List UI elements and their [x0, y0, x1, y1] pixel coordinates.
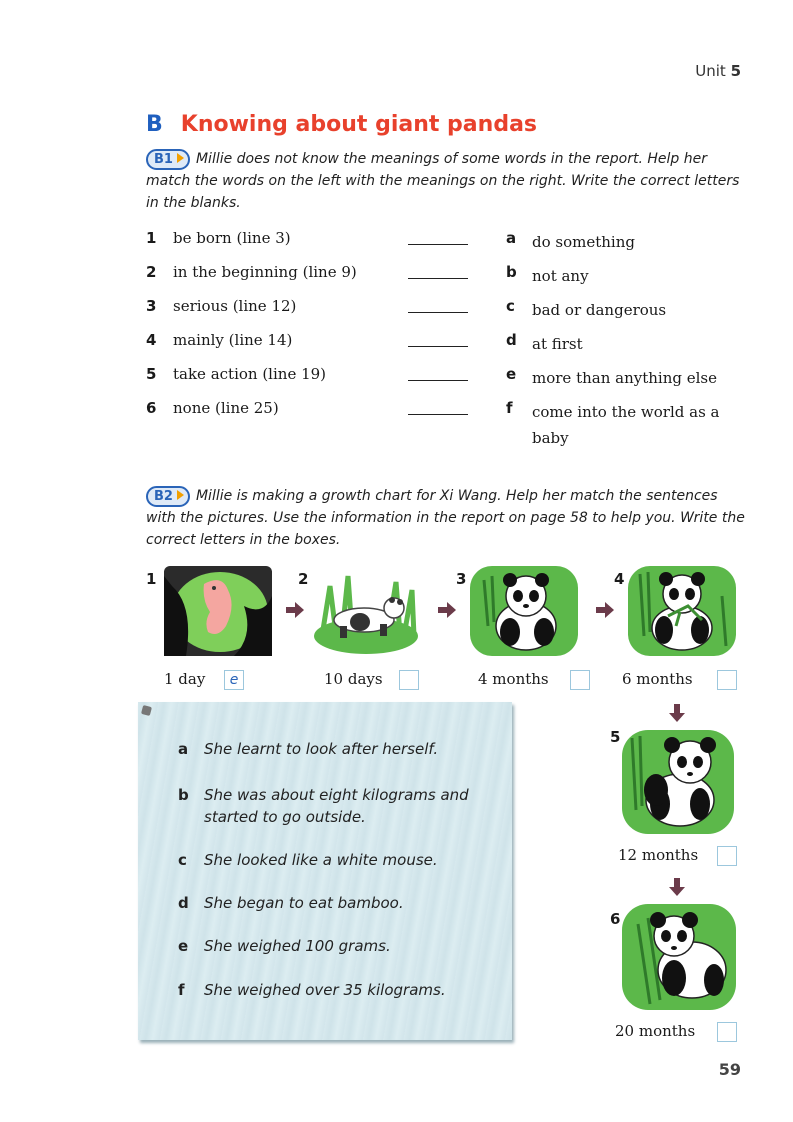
play-triangle-icon: [177, 153, 184, 163]
age-label: 12 months: [618, 846, 699, 864]
word-text: serious (line 12): [173, 297, 297, 315]
age-label: 1 day: [164, 670, 206, 688]
right-arrow-icon: [286, 602, 304, 618]
meaning-letter: a: [506, 229, 517, 247]
sentence-letter: e: [178, 937, 189, 955]
meaning-text: more than anything else: [532, 369, 717, 387]
sentence-text: She weighed 100 grams.: [204, 937, 391, 955]
word-text: be born (line 3): [173, 229, 291, 247]
answer-box[interactable]: [717, 846, 737, 866]
age-label: 4 months: [478, 670, 549, 688]
b1-badge-text: B1: [154, 152, 173, 167]
match-row: [146, 297, 746, 323]
match-row: [146, 399, 746, 447]
meaning-letter: b: [506, 263, 517, 281]
page-number: 59: [718, 1060, 741, 1079]
young-panda-icon: [470, 566, 578, 656]
sentence-letter: c: [178, 851, 187, 869]
sentence-text: She looked like a white mouse.: [204, 851, 438, 869]
word-text: none (line 25): [173, 399, 279, 417]
sentence-text: She began to eat bamboo.: [204, 894, 404, 912]
picture-number: 4: [614, 570, 625, 588]
age-label: 6 months: [622, 670, 693, 688]
picture-number: 6: [610, 910, 621, 928]
answer-blank[interactable]: [408, 278, 468, 279]
section-title-text: Knowing about giant pandas: [180, 112, 538, 137]
meaning-letter: e: [506, 365, 517, 383]
meaning-text: bad or dangerous: [532, 301, 667, 319]
meaning-text: not any: [532, 267, 589, 285]
match-row: [146, 331, 746, 357]
sentence-letter: b: [178, 786, 189, 804]
b1-instruction: [146, 148, 746, 214]
sentence-letter: a: [178, 740, 189, 758]
answer-box[interactable]: [224, 670, 244, 690]
sentence-item: [178, 979, 498, 1001]
answer-box[interactable]: [399, 670, 419, 690]
word-number: 4: [146, 331, 157, 349]
pin-icon: [141, 705, 152, 716]
play-triangle-icon: [177, 490, 184, 500]
word-text: in the beginning (line 9): [173, 263, 357, 281]
unit-label-text: Unit: [695, 62, 726, 80]
b1-badge: [146, 149, 190, 170]
answer-blank[interactable]: [408, 346, 468, 347]
panda-eating-bamboo-icon: [628, 566, 736, 656]
sentence-item: [178, 935, 498, 957]
right-arrow-icon: [438, 602, 456, 618]
meaning-text: do something: [532, 233, 635, 251]
sentence-letter: f: [178, 981, 185, 999]
word-number: 3: [146, 297, 157, 315]
meaning-text: come into the world as a baby: [532, 403, 720, 447]
meaning-letter: f: [506, 399, 513, 417]
match-row: [146, 263, 746, 289]
right-arrow-icon: [596, 602, 614, 618]
unit-number: 5: [730, 62, 741, 80]
baby-panda-crawling-icon: [312, 566, 420, 656]
sentence-text: She weighed over 35 kilograms.: [204, 981, 446, 999]
picture-number: 3: [456, 570, 467, 588]
sentences-note-card: [138, 702, 512, 1040]
meaning-letter: d: [506, 331, 517, 349]
age-label: 20 months: [615, 1022, 696, 1040]
picture-number: 5: [610, 728, 621, 746]
word-number: 6: [146, 399, 157, 417]
word-text: take action (line 19): [173, 365, 327, 383]
answer-box[interactable]: [717, 670, 737, 690]
b2-badge: [146, 486, 190, 507]
sentence-item: [178, 849, 498, 871]
answer-box[interactable]: [570, 670, 590, 690]
match-row: [146, 365, 746, 391]
b2-badge-text: B2: [154, 489, 173, 504]
sentence-letter: d: [178, 894, 189, 912]
sentence-item: [178, 738, 498, 760]
match-row: [146, 229, 746, 255]
down-arrow-icon: [669, 878, 685, 896]
word-number: 1: [146, 229, 157, 247]
b2-instruction: [146, 485, 746, 551]
picture-number: 2: [298, 570, 309, 588]
sentence-text: She learnt to look after herself.: [204, 740, 439, 758]
sentence-item: [178, 892, 498, 914]
unit-label: [695, 62, 741, 80]
age-label: 10 days: [324, 670, 383, 688]
word-number: 2: [146, 263, 157, 281]
panda-sitting-icon: [622, 730, 734, 834]
answer-blank[interactable]: [408, 244, 468, 245]
b2-instruction-text: Millie is making a growth chart for Xi Wang. Help her match the sentences with the pictures. Use the information in the report on page 58 to help you. Write the correct letters in the boxes.: [146, 488, 745, 548]
word-text: mainly (line 14): [173, 331, 293, 349]
picture-number: 1: [146, 570, 157, 588]
down-arrow-icon: [669, 704, 685, 722]
section-letter: B: [146, 112, 163, 137]
answer-blank[interactable]: [408, 380, 468, 381]
panda-in-bamboo-icon: [622, 904, 736, 1010]
b1-instruction-text: Millie does not know the meanings of some words in the report. Help her match the words on the left with the meanings on the right. Write the correct letters in the blanks.: [146, 151, 740, 211]
section-title: [146, 112, 537, 137]
sentence-text: She was about eight kilograms and started to go outside.: [204, 786, 469, 826]
meaning-text: at first: [532, 335, 583, 353]
word-number: 5: [146, 365, 157, 383]
answer-blank[interactable]: [408, 312, 468, 313]
answer-box[interactable]: [717, 1022, 737, 1042]
sentence-item: [178, 784, 498, 828]
newborn-panda-icon: [164, 566, 272, 656]
answer-box-text: e: [229, 672, 239, 688]
answer-blank[interactable]: [408, 414, 468, 415]
meaning-letter: c: [506, 297, 515, 315]
